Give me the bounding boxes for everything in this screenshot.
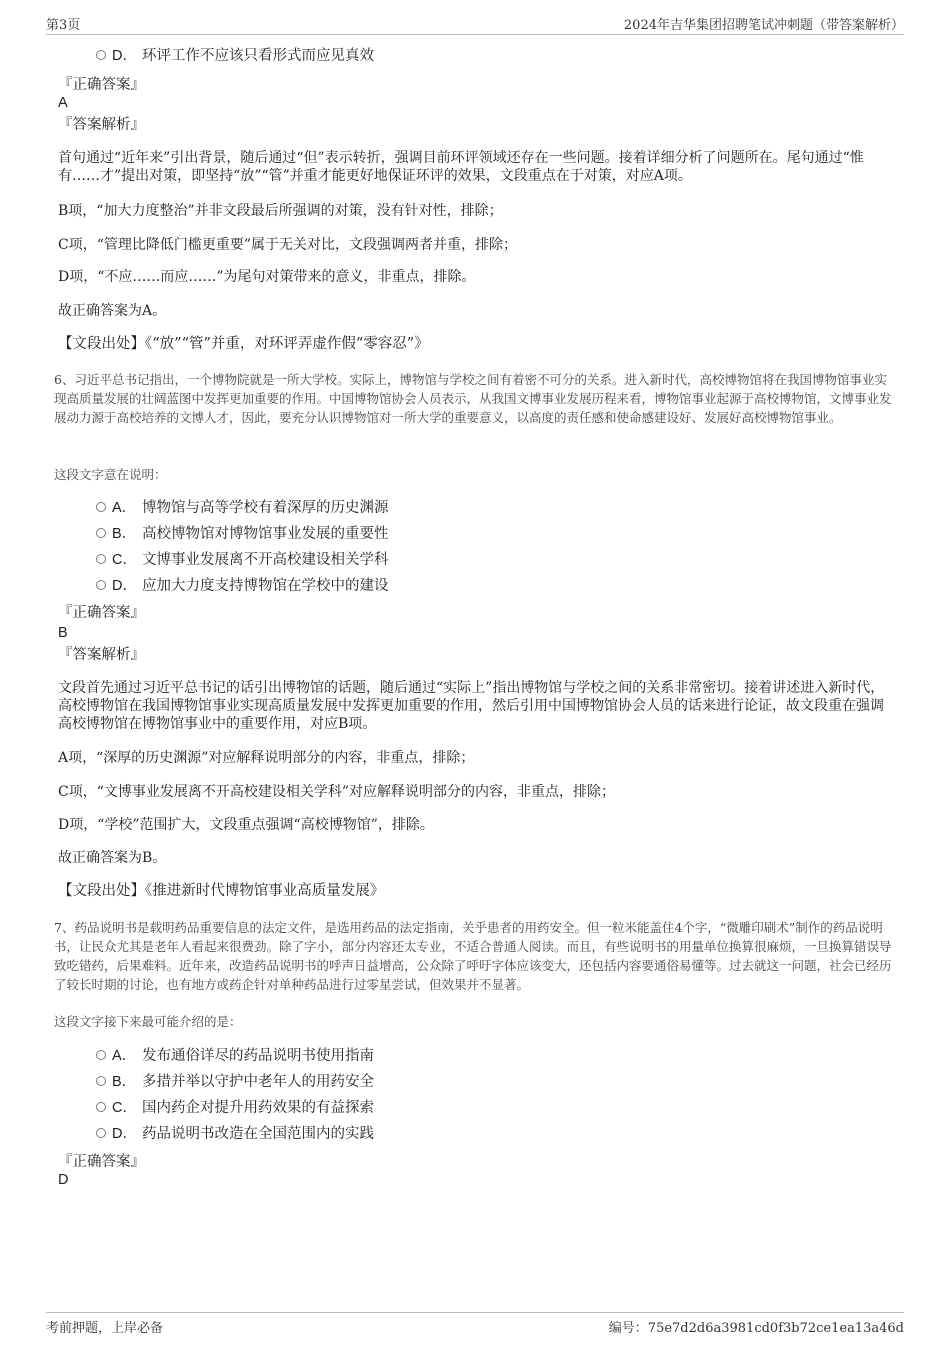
q5-analysis-b: B项，“加大力度整治”并非文段最后所强调的对策，没有针对性，排除； (58, 203, 503, 219)
page-header (46, 14, 904, 35)
page-number: 第3页 (46, 18, 81, 33)
q5-answer: A (58, 95, 68, 111)
q5-conclusion: 故正确答案为A。 (58, 303, 167, 319)
q5-option-d[interactable]: D． 环评工作不应该只看形式而应见真效 (96, 45, 374, 67)
q6-analysis-para: 文段首先通过习近平总书记的话引出博物馆的话题，随后通过“实际上”指出博物馆与学校之间的关系非常密切。接着讲述进入新时代，高校博物馆在我国博物馆事业实现高质量发展中发挥更加重要的作用，然后引用中国博物馆协会人员的话来进行论证，故文段重在强调高校博物馆在博物馆事业中的重要作用，对应B项。 (58, 680, 885, 732)
page-footer (46, 1312, 904, 1335)
q6-analysis-label: 『答案解析』 (58, 647, 145, 663)
q7-question: 7、药品说明书是载明药品重要信息的法定文件，是选用药品的法定指南，关乎患者的用药安全。但一粒米能盖住4个字，“微雕印刷术”制作的药品说明书，让民众尤其是老年人看起来很费劲。除了字小，部分内容还太专业，不适合普通人阅读。而且，有些说明书的用量单位换算很麻烦，一旦换算错误导致吃错药，后果难料。近年来，改造药品说明书的呼声日益增高，公众除了呼吁字体应该变大，还包括内容要通俗易懂等。过去就这一问题，社会已经历了较长时期的讨论，也有地方或药企针对单种药品进行过零星尝试，但效果并不显著。 (54, 920, 892, 992)
radio-icon[interactable] (96, 1050, 106, 1060)
radio-icon[interactable] (96, 1076, 106, 1086)
q5-analysis-para: 首句通过“近年来”引出背景，随后通过“但”表示转折，强调目前环评领域还存在一些问题。接着详细分析了问题所在。尾句通过“惟有……才”提出对策，即坚持“放”“管”并重才能更好地保证环评的效果，文段重点在于对策，对应A项。 (58, 150, 864, 184)
q7-prompt: 这段文字接下来最可能介绍的是： (54, 1014, 242, 1029)
q6-option-a[interactable]: A． 博物馆与高等学校有着深厚的历史渊源 (96, 497, 389, 519)
q6-option-c[interactable]: C． 文博事业发展离不开高校建设相关学科 (96, 549, 389, 571)
q7-option-b[interactable]: B． 多措并举以守护中老年人的用药安全 (96, 1071, 374, 1093)
radio-icon[interactable] (96, 1128, 106, 1138)
radio-icon[interactable] (96, 502, 106, 512)
document-code: 编号：75e7d2d6a3981cd0f3b72ce1ea13a46d (608, 1321, 904, 1336)
footer-slogan: 考前押题，上岸必备 (46, 1321, 164, 1336)
q7-option-d[interactable]: D． 药品说明书改造在全国范围内的实践 (96, 1123, 374, 1145)
radio-icon[interactable] (96, 50, 106, 60)
q6-answer-label: 『正确答案』 (58, 605, 145, 621)
radio-icon[interactable] (96, 528, 106, 538)
radio-icon[interactable] (96, 1102, 106, 1112)
q5-analysis-d: D项，“不应……而应……”为尾句对策带来的意义，非重点，排除。 (58, 269, 476, 285)
q5-answer-label: 『正确答案』 (58, 77, 145, 93)
q6-answer: B (58, 625, 68, 641)
q6-prompt: 这段文字意在说明： (54, 467, 167, 482)
q7-option-c[interactable]: C． 国内药企对提升用药效果的有益探索 (96, 1097, 374, 1119)
q6-question: 6、习近平总书记指出，一个博物院就是一所大学校。实际上，博物馆与学校之间有着密不可分的关系。进入新时代，高校博物馆将在我国博物馆事业实现高质量发展的壮阔蓝图中发挥更加重要的作用。中国博物馆协会人员表示，从我国文博事业发展历程来看，博物馆事业起源于高校博物馆，文博事业发展动力源于高校培养的文博人才，因此，要充分认识博物馆对一所大学的重要意义，以高度的责任感和使命感建设好、发展好高校博物馆事业。 (54, 372, 892, 425)
q6-analysis-d: D项，“学校”范围扩大，文段重点强调“高校博物馆”，排除。 (58, 817, 434, 833)
q6-analysis-a: A项，“深厚的历史渊源”对应解释说明部分的内容，非重点，排除； (58, 750, 475, 766)
q6-option-d[interactable]: D． 应加大力度支持博物馆在学校中的建设 (96, 575, 389, 597)
q5-source: 【文段出处】《“放”“管”并重，对环评弄虚作假“零容忍”》 (58, 336, 429, 352)
q6-analysis-c: C项，“文博事业发展离不开高校建设相关学科”对应解释说明部分的内容，非重点，排除； (58, 784, 616, 800)
q5-analysis-label: 『答案解析』 (58, 117, 145, 133)
q7-answer-label: 『正确答案』 (58, 1154, 145, 1170)
radio-icon[interactable] (96, 580, 106, 590)
document-title: 2024年吉华集团招聘笔试冲刺题（带答案解析） (623, 18, 904, 33)
q6-conclusion: 故正确答案为B。 (58, 850, 167, 866)
radio-icon[interactable] (96, 554, 106, 564)
q7-answer: D (58, 1172, 69, 1188)
q7-option-a[interactable]: A． 发布通俗详尽的药品说明书使用指南 (96, 1045, 374, 1067)
q6-source: 【文段出处】《推进新时代博物馆事业高质量发展》 (58, 883, 385, 899)
q5-analysis-c: C项，“管理比降低门槛更重要”属于无关对比，文段强调两者并重，排除； (58, 237, 518, 253)
q6-option-b[interactable]: B． 高校博物馆对博物馆事业发展的重要性 (96, 523, 389, 545)
